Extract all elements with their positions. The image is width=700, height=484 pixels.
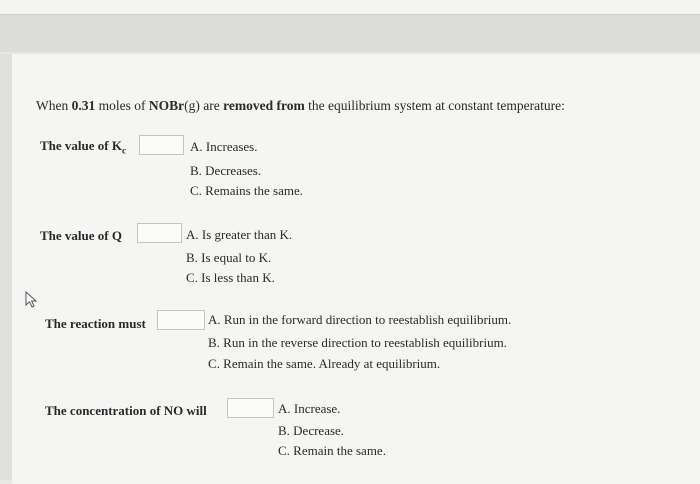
species-name: NOBr <box>148 98 185 113</box>
option-kc-a: A. Increases. <box>190 139 258 154</box>
option-kc-c: C. Remains the same. <box>190 183 304 198</box>
answer-input-kc[interactable] <box>139 135 184 155</box>
option-no-c: C. Remain the same. <box>278 443 386 458</box>
question-label-reaction: The reaction must <box>45 316 146 331</box>
question-label-kc: The value of $K_c$ <box>40 138 126 156</box>
question-label-q: The value of Q <box>40 228 122 243</box>
question-panel <box>12 54 700 484</box>
left-strip <box>0 54 12 480</box>
action-text: removed from <box>223 98 305 113</box>
option-q-c: C. Is less than K. <box>186 270 275 285</box>
amount-value: 0.31 <box>71 98 96 113</box>
answer-input-no[interactable] <box>227 398 274 418</box>
option-no-a: A. Increase. <box>278 401 341 416</box>
option-reaction-a: A. Run in the forward direction to reestablish equilibrium. <box>208 312 512 327</box>
option-no-b: B. Decrease. <box>278 423 345 438</box>
option-kc-b: B. Decreases. <box>190 163 262 178</box>
answer-input-reaction[interactable] <box>157 310 205 330</box>
option-reaction-b: B. Run in the reverse direction to reestablish equilibrium. <box>208 335 507 350</box>
question-label-no: The concentration of NO will <box>45 403 207 418</box>
answer-input-q[interactable] <box>137 223 182 243</box>
option-q-a: A. Is greater than K. <box>186 227 293 242</box>
option-q-b: B. Is equal to K. <box>186 250 272 265</box>
question-prompt: When 0.31 moles of NOBr(g) are removed from the equilibrium system at constant temperature: <box>36 98 565 113</box>
mouse-pointer-icon <box>24 291 40 309</box>
top-edge <box>0 0 700 15</box>
option-reaction-c: C. Remain the same. Already at equilibrium. <box>208 356 441 371</box>
